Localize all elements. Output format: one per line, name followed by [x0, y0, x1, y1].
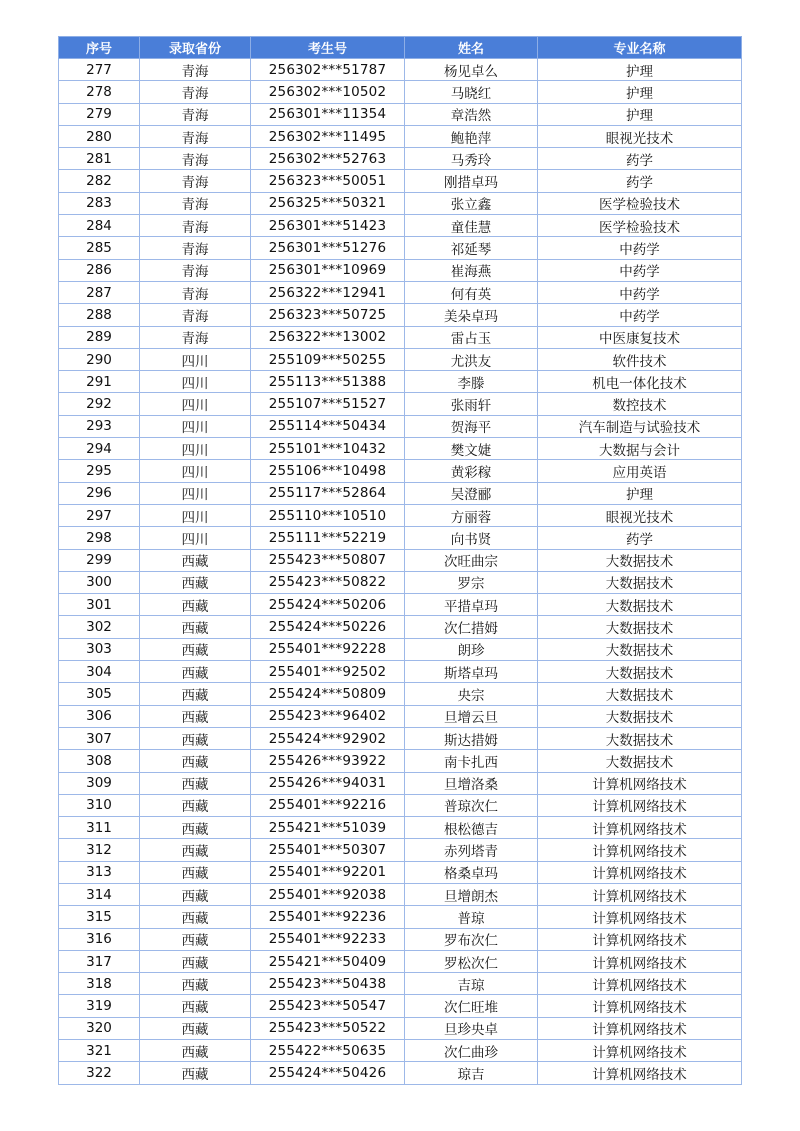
table-row: [59, 883, 742, 905]
cell-exam-id: 256302***11495: [251, 125, 405, 147]
cell-province: 四川: [140, 393, 251, 415]
cell-major: 计算机网络技术: [538, 906, 742, 928]
cell-seq: 288: [59, 304, 140, 326]
cell-name: 斯塔卓玛: [405, 661, 538, 683]
cell-province: 西藏: [140, 594, 251, 616]
cell-province: 西藏: [140, 1062, 251, 1084]
cell-name: 刚措卓玛: [405, 170, 538, 192]
cell-exam-id: 256301***51276: [251, 237, 405, 259]
cell-name: 何有英: [405, 281, 538, 303]
cell-major: 计算机网络技术: [538, 817, 742, 839]
cell-province: 西藏: [140, 928, 251, 950]
cell-exam-id: 255401***92233: [251, 928, 405, 950]
cell-major: 中医康复技术: [538, 326, 742, 348]
cell-major: 眼视光技术: [538, 125, 742, 147]
cell-province: 青海: [140, 59, 251, 81]
table-row: [59, 1040, 742, 1062]
table-row: [59, 237, 742, 259]
cell-exam-id: 255401***92201: [251, 861, 405, 883]
cell-major: 软件技术: [538, 348, 742, 370]
table-row: [59, 304, 742, 326]
cell-province: 四川: [140, 371, 251, 393]
cell-major: 大数据技术: [538, 705, 742, 727]
cell-seq: 292: [59, 393, 140, 415]
cell-province: 四川: [140, 348, 251, 370]
cell-exam-id: 255113***51388: [251, 371, 405, 393]
cell-major: 医学检验技术: [538, 215, 742, 237]
cell-province: 青海: [140, 304, 251, 326]
cell-name: 美朵卓玛: [405, 304, 538, 326]
table-row: [59, 482, 742, 504]
cell-seq: 310: [59, 794, 140, 816]
cell-major: 眼视光技术: [538, 504, 742, 526]
cell-name: 鲍艳萍: [405, 125, 538, 147]
cell-name: 罗宗: [405, 571, 538, 593]
cell-province: 青海: [140, 281, 251, 303]
cell-seq: 311: [59, 817, 140, 839]
cell-seq: 287: [59, 281, 140, 303]
cell-exam-id: 255423***50547: [251, 995, 405, 1017]
table-row: [59, 594, 742, 616]
cell-province: 西藏: [140, 616, 251, 638]
table-row: [59, 839, 742, 861]
table-row: [59, 794, 742, 816]
cell-name: 朗珍: [405, 638, 538, 660]
table-row: [59, 326, 742, 348]
cell-province: 西藏: [140, 683, 251, 705]
cell-exam-id: 255424***50206: [251, 594, 405, 616]
cell-major: 医学检验技术: [538, 192, 742, 214]
cell-exam-id: 255423***50822: [251, 571, 405, 593]
cell-major: 大数据技术: [538, 683, 742, 705]
cell-exam-id: 255106***10498: [251, 460, 405, 482]
cell-major: 计算机网络技术: [538, 995, 742, 1017]
cell-exam-id: 255114***50434: [251, 415, 405, 437]
cell-name: 贺海平: [405, 415, 538, 437]
cell-major: 计算机网络技术: [538, 883, 742, 905]
cell-province: 四川: [140, 527, 251, 549]
cell-exam-id: 256322***13002: [251, 326, 405, 348]
cell-name: 旦珍央卓: [405, 1017, 538, 1039]
cell-province: 青海: [140, 125, 251, 147]
cell-seq: 283: [59, 192, 140, 214]
cell-name: 普琼次仁: [405, 794, 538, 816]
cell-province: 西藏: [140, 1017, 251, 1039]
cell-major: 计算机网络技术: [538, 794, 742, 816]
table-row: [59, 215, 742, 237]
cell-name: 央宗: [405, 683, 538, 705]
table-row: [59, 772, 742, 794]
table-row: [59, 170, 742, 192]
cell-exam-id: 256301***11354: [251, 103, 405, 125]
header-province: 录取省份: [140, 37, 251, 59]
cell-seq: 285: [59, 237, 140, 259]
table-row: [59, 928, 742, 950]
cell-name: 杨见卓么: [405, 59, 538, 81]
admission-table: [58, 36, 742, 1085]
cell-seq: 315: [59, 906, 140, 928]
cell-major: 计算机网络技术: [538, 1017, 742, 1039]
cell-seq: 304: [59, 661, 140, 683]
cell-name: 罗布次仁: [405, 928, 538, 950]
cell-seq: 319: [59, 995, 140, 1017]
cell-name: 根松德吉: [405, 817, 538, 839]
cell-name: 普琼: [405, 906, 538, 928]
cell-major: 药学: [538, 148, 742, 170]
cell-major: 计算机网络技术: [538, 928, 742, 950]
cell-province: 西藏: [140, 883, 251, 905]
table-row: [59, 125, 742, 147]
cell-exam-id: 255422***50635: [251, 1040, 405, 1062]
cell-seq: 321: [59, 1040, 140, 1062]
cell-major: 大数据技术: [538, 750, 742, 772]
cell-province: 西藏: [140, 549, 251, 571]
cell-name: 张立鑫: [405, 192, 538, 214]
cell-major: 中药学: [538, 281, 742, 303]
cell-seq: 297: [59, 504, 140, 526]
cell-major: 大数据技术: [538, 638, 742, 660]
cell-province: 西藏: [140, 839, 251, 861]
cell-seq: 293: [59, 415, 140, 437]
table-row: [59, 727, 742, 749]
cell-seq: 312: [59, 839, 140, 861]
cell-name: 旦增朗杰: [405, 883, 538, 905]
cell-seq: 303: [59, 638, 140, 660]
cell-major: 大数据技术: [538, 549, 742, 571]
cell-major: 计算机网络技术: [538, 839, 742, 861]
cell-exam-id: 255424***50426: [251, 1062, 405, 1084]
cell-major: 护理: [538, 482, 742, 504]
table-row: [59, 750, 742, 772]
cell-major: 大数据技术: [538, 571, 742, 593]
cell-seq: 306: [59, 705, 140, 727]
table-header-row: [59, 37, 742, 59]
cell-seq: 313: [59, 861, 140, 883]
table-row: [59, 861, 742, 883]
table-row: [59, 527, 742, 549]
cell-province: 西藏: [140, 861, 251, 883]
cell-exam-id: 255107***51527: [251, 393, 405, 415]
table-row: [59, 192, 742, 214]
cell-seq: 280: [59, 125, 140, 147]
table-row: [59, 259, 742, 281]
cell-name: 吴澄郦: [405, 482, 538, 504]
table-row: [59, 1017, 742, 1039]
cell-seq: 305: [59, 683, 140, 705]
cell-name: 琼吉: [405, 1062, 538, 1084]
cell-major: 中药学: [538, 237, 742, 259]
cell-major: 汽车制造与试验技术: [538, 415, 742, 437]
cell-seq: 298: [59, 527, 140, 549]
header-major: 专业名称: [538, 37, 742, 59]
cell-name: 吉琼: [405, 973, 538, 995]
cell-name: 张雨轩: [405, 393, 538, 415]
cell-province: 青海: [140, 192, 251, 214]
cell-major: 护理: [538, 103, 742, 125]
cell-name: 格桑卓玛: [405, 861, 538, 883]
table-row: [59, 549, 742, 571]
table-row: [59, 504, 742, 526]
cell-province: 青海: [140, 259, 251, 281]
cell-province: 西藏: [140, 638, 251, 660]
table-row: [59, 950, 742, 972]
cell-province: 西藏: [140, 973, 251, 995]
cell-name: 向书贤: [405, 527, 538, 549]
cell-province: 西藏: [140, 705, 251, 727]
cell-province: 青海: [140, 148, 251, 170]
cell-seq: 308: [59, 750, 140, 772]
cell-exam-id: 255423***96402: [251, 705, 405, 727]
cell-major: 应用英语: [538, 460, 742, 482]
cell-seq: 290: [59, 348, 140, 370]
cell-exam-id: 255423***50522: [251, 1017, 405, 1039]
cell-seq: 300: [59, 571, 140, 593]
cell-seq: 278: [59, 81, 140, 103]
cell-major: 计算机网络技术: [538, 1040, 742, 1062]
cell-name: 旦增云旦: [405, 705, 538, 727]
cell-name: 童佳慧: [405, 215, 538, 237]
cell-province: 青海: [140, 81, 251, 103]
table-row: [59, 705, 742, 727]
cell-province: 西藏: [140, 772, 251, 794]
cell-major: 中药学: [538, 304, 742, 326]
cell-province: 青海: [140, 237, 251, 259]
cell-province: 青海: [140, 170, 251, 192]
cell-exam-id: 256323***50725: [251, 304, 405, 326]
cell-exam-id: 256301***10969: [251, 259, 405, 281]
cell-exam-id: 255109***50255: [251, 348, 405, 370]
cell-province: 四川: [140, 415, 251, 437]
header-exam-id: 考生号: [251, 37, 405, 59]
cell-name: 崔海燕: [405, 259, 538, 281]
cell-province: 西藏: [140, 817, 251, 839]
cell-name: 平措卓玛: [405, 594, 538, 616]
table-row: [59, 1062, 742, 1084]
cell-province: 四川: [140, 482, 251, 504]
cell-seq: 299: [59, 549, 140, 571]
cell-exam-id: 256322***12941: [251, 281, 405, 303]
cell-province: 四川: [140, 504, 251, 526]
cell-name: 祁延琴: [405, 237, 538, 259]
cell-province: 西藏: [140, 727, 251, 749]
cell-name: 赤列塔青: [405, 839, 538, 861]
cell-province: 西藏: [140, 794, 251, 816]
cell-major: 护理: [538, 59, 742, 81]
cell-name: 尤洪友: [405, 348, 538, 370]
cell-major: 计算机网络技术: [538, 973, 742, 995]
cell-name: 马晓红: [405, 81, 538, 103]
cell-major: 计算机网络技术: [538, 861, 742, 883]
table-row: [59, 661, 742, 683]
cell-exam-id: 255401***92038: [251, 883, 405, 905]
cell-major: 计算机网络技术: [538, 950, 742, 972]
cell-exam-id: 255401***92236: [251, 906, 405, 928]
cell-seq: 302: [59, 616, 140, 638]
cell-name: 罗松次仁: [405, 950, 538, 972]
cell-exam-id: 255401***92502: [251, 661, 405, 683]
table-row: [59, 348, 742, 370]
cell-seq: 307: [59, 727, 140, 749]
table-row: [59, 906, 742, 928]
cell-name: 李滕: [405, 371, 538, 393]
cell-seq: 282: [59, 170, 140, 192]
cell-seq: 296: [59, 482, 140, 504]
cell-province: 西藏: [140, 661, 251, 683]
cell-seq: 318: [59, 973, 140, 995]
cell-exam-id: 255401***92216: [251, 794, 405, 816]
cell-exam-id: 256323***50051: [251, 170, 405, 192]
cell-province: 西藏: [140, 995, 251, 1017]
cell-major: 数控技术: [538, 393, 742, 415]
cell-exam-id: 255110***10510: [251, 504, 405, 526]
cell-province: 青海: [140, 326, 251, 348]
cell-exam-id: 255426***94031: [251, 772, 405, 794]
cell-province: 四川: [140, 460, 251, 482]
cell-exam-id: 255101***10432: [251, 438, 405, 460]
cell-major: 计算机网络技术: [538, 1062, 742, 1084]
cell-exam-id: 256325***50321: [251, 192, 405, 214]
cell-seq: 281: [59, 148, 140, 170]
cell-province: 四川: [140, 438, 251, 460]
cell-seq: 294: [59, 438, 140, 460]
cell-seq: 320: [59, 1017, 140, 1039]
table-row: [59, 571, 742, 593]
table-row: [59, 995, 742, 1017]
cell-major: 药学: [538, 170, 742, 192]
table-row: [59, 371, 742, 393]
table-row: [59, 616, 742, 638]
cell-name: 南卡扎西: [405, 750, 538, 772]
cell-seq: 314: [59, 883, 140, 905]
header-name: 姓名: [405, 37, 538, 59]
cell-exam-id: 255424***50809: [251, 683, 405, 705]
cell-exam-id: 255424***50226: [251, 616, 405, 638]
cell-exam-id: 255117***52864: [251, 482, 405, 504]
cell-seq: 309: [59, 772, 140, 794]
cell-major: 机电一体化技术: [538, 371, 742, 393]
cell-name: 樊文婕: [405, 438, 538, 460]
cell-exam-id: 255401***92228: [251, 638, 405, 660]
admission-list: [58, 36, 741, 1085]
cell-province: 西藏: [140, 950, 251, 972]
cell-exam-id: 256301***51423: [251, 215, 405, 237]
cell-exam-id: 255423***50438: [251, 973, 405, 995]
cell-exam-id: 256302***52763: [251, 148, 405, 170]
cell-seq: 289: [59, 326, 140, 348]
cell-exam-id: 255111***52219: [251, 527, 405, 549]
cell-name: 次仁措姆: [405, 616, 538, 638]
cell-name: 斯达措姆: [405, 727, 538, 749]
cell-major: 护理: [538, 81, 742, 103]
table-row: [59, 281, 742, 303]
cell-exam-id: 255401***50307: [251, 839, 405, 861]
cell-name: 旦增洛桑: [405, 772, 538, 794]
cell-major: 大数据与会计: [538, 438, 742, 460]
cell-seq: 322: [59, 1062, 140, 1084]
cell-name: 次仁旺堆: [405, 995, 538, 1017]
cell-province: 西藏: [140, 750, 251, 772]
cell-exam-id: 255423***50807: [251, 549, 405, 571]
table-row: [59, 817, 742, 839]
cell-major: 大数据技术: [538, 661, 742, 683]
cell-name: 黄彩稼: [405, 460, 538, 482]
table-row: [59, 973, 742, 995]
table-row: [59, 415, 742, 437]
cell-major: 大数据技术: [538, 616, 742, 638]
cell-seq: 317: [59, 950, 140, 972]
cell-name: 方丽蓉: [405, 504, 538, 526]
cell-province: 西藏: [140, 1040, 251, 1062]
cell-major: 计算机网络技术: [538, 772, 742, 794]
table-row: [59, 638, 742, 660]
cell-name: 章浩然: [405, 103, 538, 125]
cell-province: 青海: [140, 103, 251, 125]
cell-exam-id: 255426***93922: [251, 750, 405, 772]
cell-exam-id: 255421***50409: [251, 950, 405, 972]
cell-exam-id: 255421***51039: [251, 817, 405, 839]
cell-name: 雷占玉: [405, 326, 538, 348]
cell-seq: 286: [59, 259, 140, 281]
cell-seq: 295: [59, 460, 140, 482]
cell-seq: 316: [59, 928, 140, 950]
cell-province: 西藏: [140, 571, 251, 593]
table-row: [59, 683, 742, 705]
cell-exam-id: 256302***10502: [251, 81, 405, 103]
cell-exam-id: 256302***51787: [251, 59, 405, 81]
table-row: [59, 460, 742, 482]
table-row: [59, 148, 742, 170]
table-row: [59, 393, 742, 415]
cell-seq: 291: [59, 371, 140, 393]
table-row: [59, 438, 742, 460]
cell-name: 次仁曲珍: [405, 1040, 538, 1062]
cell-major: 大数据技术: [538, 727, 742, 749]
cell-seq: 277: [59, 59, 140, 81]
cell-province: 青海: [140, 215, 251, 237]
table-body: [59, 59, 742, 1085]
cell-seq: 301: [59, 594, 140, 616]
table-row: [59, 81, 742, 103]
table-row: [59, 103, 742, 125]
cell-province: 西藏: [140, 906, 251, 928]
cell-name: 马秀玲: [405, 148, 538, 170]
cell-name: 次旺曲宗: [405, 549, 538, 571]
cell-major: 药学: [538, 527, 742, 549]
cell-seq: 279: [59, 103, 140, 125]
header-seq: 序号: [59, 37, 140, 59]
cell-major: 中药学: [538, 259, 742, 281]
cell-exam-id: 255424***92902: [251, 727, 405, 749]
cell-major: 大数据技术: [538, 594, 742, 616]
cell-seq: 284: [59, 215, 140, 237]
table-row: [59, 59, 742, 81]
